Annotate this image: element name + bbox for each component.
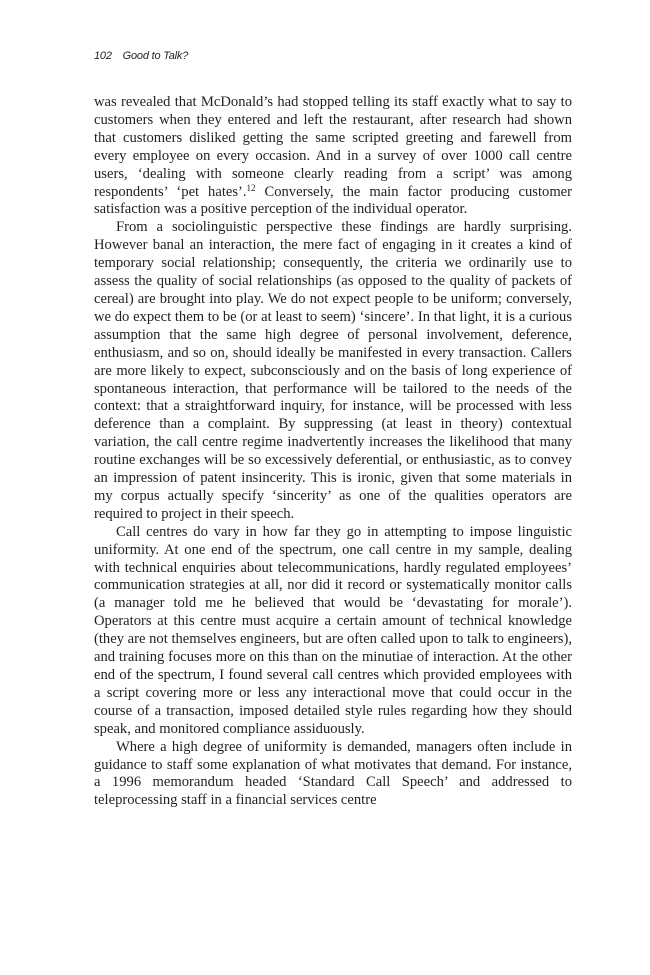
book-title: Good to Talk? xyxy=(122,50,189,62)
footnote-marker-12: 12 xyxy=(246,182,256,193)
paragraph-1-continuation: Conversely, the main factor producing customer satisfaction was a positive perception of the individual operator. xyxy=(94,183,573,218)
paragraph-4: Where a high degree of uniformity is demanded, managers often include in guidance to staff some explanation of what motivates that demand. For instance, a 1996 memorandum headed ‘Standard Call Speech’ and addressed to teleprocessing staff in a financial services centre xyxy=(94,738,572,809)
paragraph-2: From a sociolinguistic perspective these findings are hardly surprising. However banal an interaction, the mere fact of engaging in it creates a kind of temporary social relationship; consequently, the criteria we ordinarily use to assess the quality of social relationships (as opposed to the quality of packets of cereal) are brought into play. We do not expect people to be uniform; conversely, we do expect them to be (or at least to seem) ‘sincere’. In that light, it is a curious assumption that the same high degree of personal involvement, deference, enthusiasm, and so on, should ideally be manifested in every transaction. Callers are more likely to expect, subconsciously and on the basis of long experience of spontaneous interaction, that performance will be tailored to the needs of the context: that a straightforward inquiry, for instance, will be processed with less deference than a complaint. By suppressing (at least in theory) contextual variation, the call centre regime inadvertently increases the likelihood that many routine exchanges will be so excessively deferential, or enthusiastic, as to convey an impression of patent insincerity. This is ironic, given that some materials in my corpus actually specify ‘sincerity’ as one of the qualities operators are required to project in their speech. xyxy=(94,219,572,522)
paragraph-1-text: was revealed that McDonald’s had stopped telling its staff exactly what to say to customers when they entered and left the restaurant, after research had shown that customers disliked getting the same scripted greeting and farewell from every employee on every occasion. And in a survey of over 1000 call centre users, ‘dealing with someone clearly reading from a script’ was among respondents’ ‘pet hates’. xyxy=(94,94,572,200)
body-text xyxy=(94,94,572,810)
paragraph-3: Call centres do vary in how far they go in attempting to impose linguistic uniformity. At one end of the spectrum, one call centre in my sample, dealing with technical enquiries about telecommunications, hardly regulated employees’ communication strategies at all, nor did it record or systematically monitor calls (a manager told me he believed that would be ‘devastating for morale’). Operators at this centre must acquire a certain amount of technical knowledge (they are not themselves engineers, but are often called upon to talk to engineers), and training focuses more on this than on the minutiae of interaction. At the other end of the spectrum, I found several call centres which provided employees with a script covering more or less any interactional move that could occur in the course of a transaction, imposed detailed style rules regarding how they should speak, and monitored compliance assiduously. xyxy=(94,523,572,737)
paragraph-1 xyxy=(94,94,572,219)
running-head xyxy=(94,50,188,62)
page-number: 102 xyxy=(94,50,112,62)
